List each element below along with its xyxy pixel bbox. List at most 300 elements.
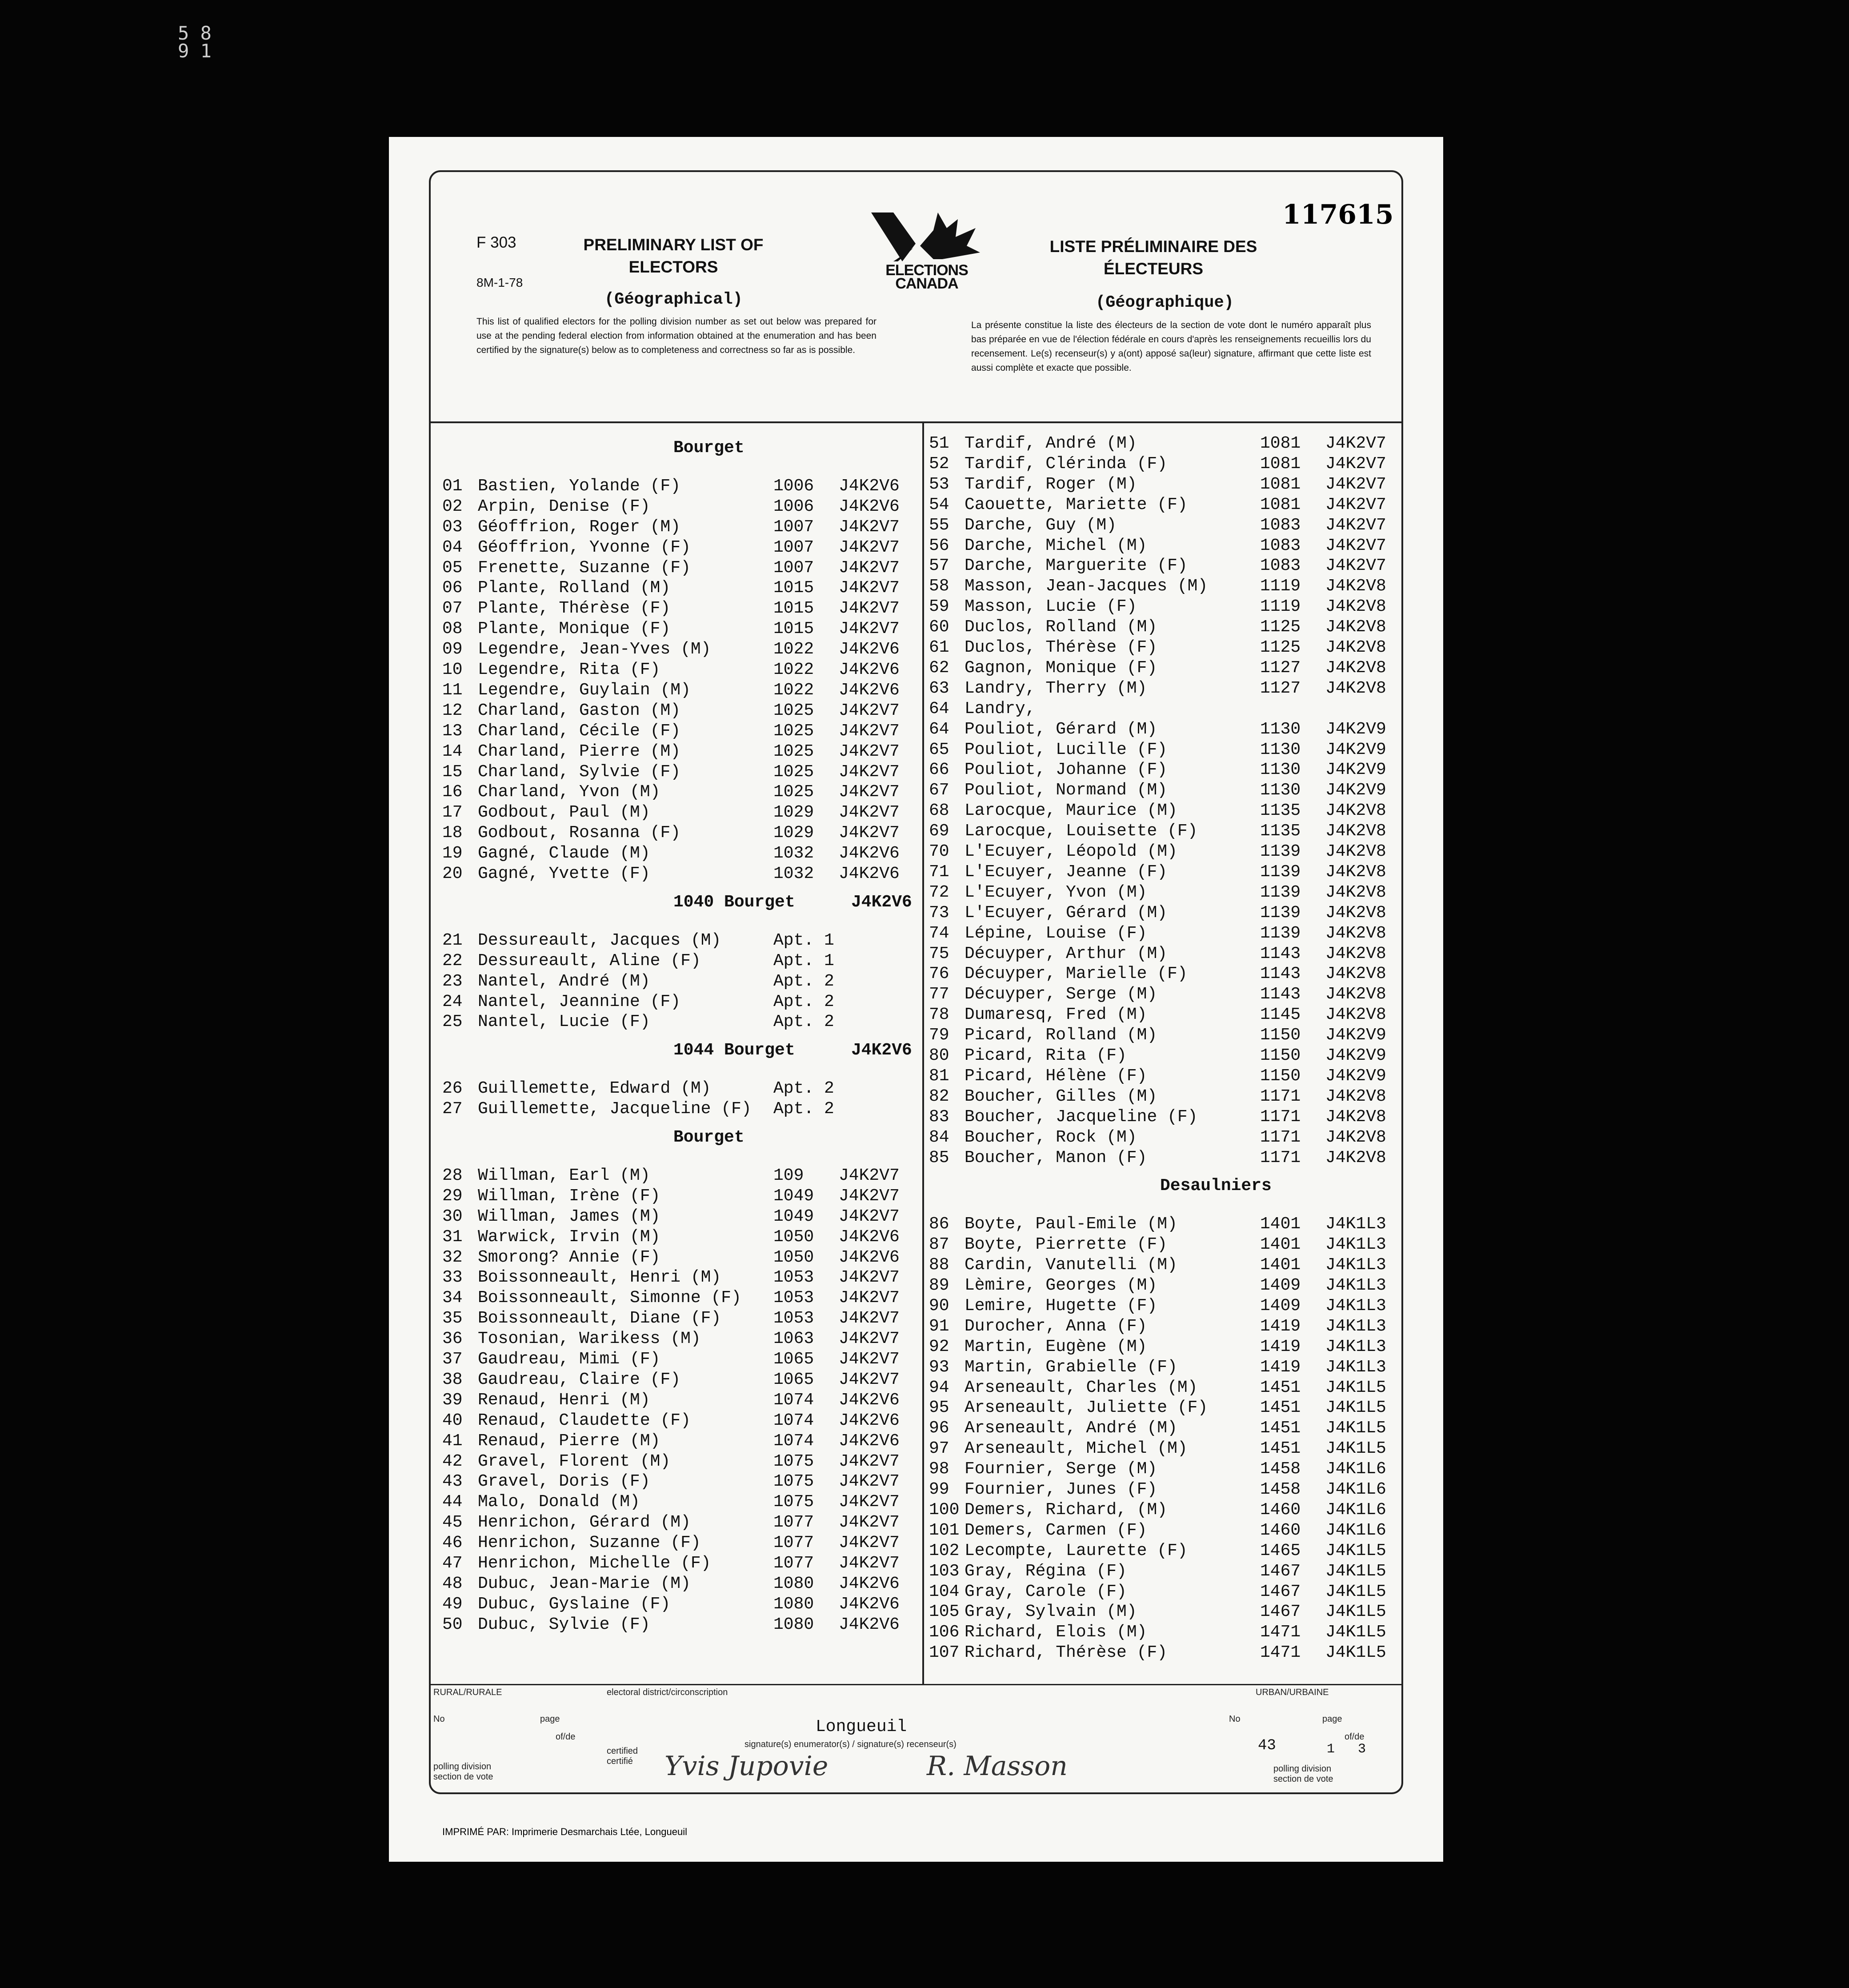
elector-number: 92 [929, 1337, 949, 1356]
elector-name: Décuyper, Arthur (M) [965, 944, 1168, 963]
civic-number: 1053 [773, 1268, 814, 1287]
elector-number: 68 [929, 801, 949, 821]
elector-number: 104 [929, 1582, 960, 1601]
civic-number: 1150 [1260, 1026, 1301, 1045]
postal-code: J4K2V7 [839, 823, 900, 843]
page-number: 1 [1327, 1742, 1335, 1757]
postal-code: J4K2V7 [839, 1370, 900, 1389]
postal-code: J4K2V9 [1325, 781, 1386, 800]
postal-code: J4K1L3 [1325, 1296, 1386, 1315]
elector-name: Décuyper, Marielle (F) [965, 964, 1188, 984]
civic-number: 1460 [1260, 1520, 1301, 1540]
postal-code: J4K2V7 [1325, 556, 1386, 576]
civic-number: 1419 [1260, 1337, 1301, 1356]
elector-number: 66 [929, 760, 949, 780]
elector-name: Legendre, Jean-Yves (M) [478, 640, 711, 659]
civic-number: 1074 [773, 1390, 814, 1410]
elector-name: Tardif, André (M) [965, 434, 1137, 453]
postal-code: J4K1L6 [1325, 1500, 1386, 1519]
civic-number: 1143 [1260, 964, 1301, 984]
civic-number: 1125 [1260, 617, 1301, 637]
postal-code: J4K2V6 [839, 1615, 900, 1634]
film-frame-mark: 5 8 9 1 [178, 22, 212, 62]
civic-number: 1050 [773, 1227, 814, 1247]
elector-number: 94 [929, 1378, 949, 1397]
postal-code: J4K2V8 [1325, 597, 1386, 617]
elector-name: Gaudreau, Mimi (F) [478, 1350, 660, 1369]
elector-name: Renaud, Claudette (F) [478, 1411, 691, 1430]
elector-number: 19 [442, 844, 463, 863]
postal-code: J4K1L3 [1325, 1235, 1386, 1255]
civic-number: 1130 [1260, 781, 1301, 800]
elector-number: 55 [929, 515, 949, 535]
elector-number: 85 [929, 1148, 949, 1167]
postal-code: J4K2V8 [1325, 801, 1386, 821]
postal-code: J4K2V7 [839, 803, 900, 822]
elector-number: 83 [929, 1107, 949, 1126]
civic-number: 1458 [1260, 1459, 1301, 1479]
elector-number: 45 [442, 1513, 463, 1532]
civic-number: 1053 [773, 1288, 814, 1308]
postal-code: J4K2V8 [1325, 862, 1386, 882]
postal-code: J4K2V7 [1325, 515, 1386, 535]
postal-code: J4K2V6 [839, 476, 900, 496]
elector-number: 25 [442, 1012, 463, 1032]
urban-of-label: of/de [1345, 1732, 1365, 1742]
elector-number: 84 [929, 1127, 949, 1147]
civic-number: 1465 [1260, 1541, 1301, 1560]
elector-number: 74 [929, 923, 949, 943]
electoral-district-label: electoral district/circonscription [607, 1687, 728, 1697]
postal-code: J4K2V7 [839, 1186, 900, 1206]
elector-number: 17 [442, 803, 463, 822]
civic-number: 1401 [1260, 1214, 1301, 1234]
street-heading: Bourget [673, 1128, 744, 1147]
postal-code: J4K2V8 [1325, 658, 1386, 677]
postal-code: J4K1L5 [1325, 1439, 1386, 1459]
civic-number: 1119 [1260, 597, 1301, 617]
elector-number: 88 [929, 1255, 949, 1275]
elector-number: 59 [929, 597, 949, 617]
street-postal-code: J4K2V6 [851, 1041, 912, 1060]
elector-number: 24 [442, 992, 463, 1011]
elector-number: 40 [442, 1411, 463, 1430]
elector-number: 98 [929, 1459, 949, 1479]
postal-code: J4K2V8 [1325, 577, 1386, 596]
form-code: F 303 [476, 234, 516, 251]
column-divider [922, 423, 924, 1684]
postal-code: J4K2V7 [1325, 474, 1386, 494]
elector-number: 62 [929, 658, 949, 677]
civic-number: 1080 [773, 1615, 814, 1634]
elector-name: Dessureault, Jacques (M) [478, 930, 721, 950]
elector-name: Larocque, Louisette (F) [965, 822, 1198, 841]
elector-name: Henrichon, Gérard (M) [478, 1513, 691, 1532]
civic-number: 1029 [773, 823, 814, 843]
elector-number: 50 [442, 1615, 463, 1634]
elector-number: 42 [442, 1451, 463, 1471]
elector-name: Caouette, Mariette (F) [965, 495, 1188, 514]
elector-name: Dessureault, Aline (F) [478, 951, 701, 970]
elector-number: 80 [929, 1046, 949, 1065]
elector-number: 70 [929, 842, 949, 861]
elector-name: Masson, Jean-Jacques (M) [965, 577, 1208, 596]
postal-code: J4K2V7 [839, 762, 900, 782]
elector-name: Warwick, Irvin (M) [478, 1227, 660, 1247]
postal-code: J4K1L3 [1325, 1337, 1386, 1356]
civic-number: 1471 [1260, 1623, 1301, 1642]
civic-number: 1029 [773, 803, 814, 822]
logo-wordmark: ELECTIONS CANADA [885, 262, 968, 292]
civic-number: 1015 [773, 599, 814, 618]
elector-number: 02 [442, 497, 463, 516]
elector-name: Richard, Elois (M) [965, 1623, 1147, 1642]
elector-number: 57 [929, 556, 949, 576]
elector-number: 81 [929, 1066, 949, 1086]
elector-number: 32 [442, 1247, 463, 1267]
civic-number: 1083 [1260, 536, 1301, 555]
postal-code: J4K1L3 [1325, 1316, 1386, 1336]
elector-number: 89 [929, 1276, 949, 1295]
elector-name: Pouliot, Normand (M) [965, 781, 1168, 800]
civic-number: Apt. 2 [773, 1079, 834, 1098]
postal-code: J4K2V7 [839, 558, 900, 577]
elector-name: Legendre, Rita (F) [478, 660, 660, 679]
civic-number: 1080 [773, 1574, 814, 1593]
civic-number: 1006 [773, 497, 814, 516]
polling-division-label-right: polling division section de vote [1273, 1764, 1333, 1784]
street-postal-code: J4K2V6 [851, 892, 912, 912]
civic-number: 1150 [1260, 1066, 1301, 1086]
postal-code: J4K2V7 [1325, 495, 1386, 514]
civic-number: 1451 [1260, 1398, 1301, 1418]
intro-french: La présente constitue la liste des électeurs de la section de vote dont le numéro apparaît plus bas préparée en vue de l'élection fédérale en cours d'après les renseignements recueillis lors du recensement. Le(s) recenseur(s) y a(ont) apposé sa(leur) signature, affirmant que cette liste est aussi complète et exacte que possible. [971, 320, 1371, 373]
elector-number: 35 [442, 1309, 463, 1328]
postal-code: J4K2V7 [1325, 434, 1386, 453]
elector-name: Bastien, Yolande (F) [478, 476, 681, 496]
elector-name: Boyte, Paul-Emile (M) [965, 1214, 1177, 1234]
postal-code: J4K1L3 [1325, 1276, 1386, 1295]
postal-code: J4K2V6 [839, 1411, 900, 1430]
postal-code: J4K2V7 [839, 1513, 900, 1532]
postal-code: J4K2V6 [839, 1574, 900, 1593]
civic-number: Apt. 2 [773, 1099, 834, 1119]
civic-number: 1467 [1260, 1582, 1301, 1601]
elector-number: 10 [442, 660, 463, 679]
postal-code: J4K2V6 [839, 640, 900, 659]
postal-code: J4K2V8 [1325, 638, 1386, 657]
elector-number: 14 [442, 741, 463, 761]
elector-number: 22 [442, 951, 463, 970]
elector-number: 18 [442, 823, 463, 843]
elector-name: Dubuc, Gyslaine (F) [478, 1594, 671, 1614]
civic-number: 1007 [773, 558, 814, 577]
civic-number: 1032 [773, 844, 814, 863]
elector-number: 12 [442, 701, 463, 720]
elector-name: Pouliot, Gérard (M) [965, 719, 1157, 739]
elector-name: Boucher, Rock (M) [965, 1127, 1137, 1147]
civic-number: 1083 [1260, 556, 1301, 576]
elector-name: Lecompte, Laurette (F) [965, 1541, 1188, 1560]
elector-name: Pouliot, Johanne (F) [965, 760, 1168, 780]
postal-code: J4K2V6 [839, 680, 900, 700]
civic-number: 1171 [1260, 1107, 1301, 1126]
elector-name: Henrichon, Suzanne (F) [478, 1533, 701, 1553]
elector-number: 43 [442, 1472, 463, 1491]
civic-number: 1063 [773, 1329, 814, 1349]
civic-number: 1119 [1260, 577, 1301, 596]
elector-name: Plante, Rolland (M) [478, 578, 671, 598]
elector-name: Duclos, Thérèse (F) [965, 638, 1157, 657]
civic-number: 1171 [1260, 1127, 1301, 1147]
elector-number: 09 [442, 640, 463, 659]
postal-code: J4K1L5 [1325, 1582, 1386, 1601]
elector-name: Dubuc, Sylvie (F) [478, 1615, 650, 1634]
elector-number: 37 [442, 1350, 463, 1369]
elector-name: Larocque, Maurice (M) [965, 801, 1177, 821]
elector-number: 105 [929, 1602, 960, 1622]
elector-number: 28 [442, 1166, 463, 1185]
elector-name: Lèmire, Georges (M) [965, 1276, 1157, 1295]
elector-name: Nantel, André (M) [478, 971, 650, 991]
civic-number: Apt. 1 [773, 951, 834, 970]
elector-number: 01 [442, 476, 463, 496]
postal-code: J4K2V7 [839, 578, 900, 598]
civic-number: Apt. 2 [773, 1012, 834, 1032]
civic-number: 1409 [1260, 1276, 1301, 1295]
elector-name: Décuyper, Serge (M) [965, 985, 1157, 1004]
elector-number: 53 [929, 474, 949, 494]
civic-number: 1022 [773, 640, 814, 659]
civic-number: 1025 [773, 762, 814, 782]
elector-name: Legendre, Guylain (M) [478, 680, 691, 700]
civic-number: 1075 [773, 1472, 814, 1491]
civic-number: 1467 [1260, 1602, 1301, 1622]
postal-code: J4K2V6 [839, 1247, 900, 1267]
civic-number: 1451 [1260, 1419, 1301, 1438]
postal-code: J4K2V7 [839, 741, 900, 761]
rural-no-label: No [433, 1714, 445, 1724]
civic-number: 1083 [1260, 515, 1301, 535]
rural-of-label: of/de [556, 1732, 576, 1742]
elector-name: L'Ecuyer, Jeanne (F) [965, 862, 1168, 882]
elector-name: Boissonneault, Diane (F) [478, 1309, 721, 1328]
civic-number: 1419 [1260, 1357, 1301, 1377]
polling-division-label-left: polling division section de vote [433, 1762, 493, 1782]
civic-number: 1139 [1260, 903, 1301, 922]
elector-name: Picard, Rita (F) [965, 1046, 1127, 1065]
header-divider [429, 421, 1403, 423]
elector-number: 52 [929, 454, 949, 473]
elector-name: Guillemette, Edward (M) [478, 1079, 711, 1098]
elector-number: 06 [442, 578, 463, 598]
civic-number: 1135 [1260, 822, 1301, 841]
subtitle-english: (Géographical) [604, 290, 743, 309]
elector-number: 76 [929, 964, 949, 984]
elector-name: Arseneault, Juliette (F) [965, 1398, 1208, 1418]
elector-number: 54 [929, 495, 949, 514]
civic-number: 1127 [1260, 678, 1301, 698]
postal-code: J4K2V8 [1325, 822, 1386, 841]
elector-name: L'Ecuyer, Gérard (M) [965, 903, 1168, 922]
civic-number: 1143 [1260, 985, 1301, 1004]
elector-name: Cardin, Vanutelli (M) [965, 1255, 1177, 1275]
civic-number: Apt. 2 [773, 971, 834, 991]
elector-number: 38 [442, 1370, 463, 1389]
postal-code: J4K1L6 [1325, 1520, 1386, 1540]
postal-code: J4K1L5 [1325, 1561, 1386, 1581]
postal-code: J4K2V8 [1325, 1127, 1386, 1147]
elector-name: Tosonian, Warikess (M) [478, 1329, 701, 1349]
elector-number: 65 [929, 740, 949, 759]
elector-number: 20 [442, 864, 463, 883]
civic-number: 1007 [773, 537, 814, 557]
subtitle-french: (Géographique) [1096, 293, 1234, 312]
elector-name: L'Ecuyer, Léopold (M) [965, 842, 1177, 861]
civic-number: 1401 [1260, 1255, 1301, 1275]
civic-number: 1075 [773, 1451, 814, 1471]
elector-name: Tardif, Clérinda (F) [965, 454, 1168, 473]
civic-number: 1025 [773, 741, 814, 761]
elector-number: 49 [442, 1594, 463, 1614]
elector-number: 95 [929, 1398, 949, 1418]
elector-number: 102 [929, 1541, 960, 1560]
elector-number: 29 [442, 1186, 463, 1206]
elector-name: Plante, Thérèse (F) [478, 599, 671, 618]
postal-code: J4K2V7 [839, 1206, 900, 1226]
elector-name: Charland, Cécile (F) [478, 721, 681, 741]
elector-number: 27 [442, 1099, 463, 1119]
elector-number: 16 [442, 782, 463, 802]
elector-number: 47 [442, 1554, 463, 1573]
civic-number: 1022 [773, 660, 814, 679]
elector-name: Boucher, Gilles (M) [965, 1086, 1157, 1106]
elector-number: 64 [929, 699, 949, 718]
elector-number: 103 [929, 1561, 960, 1581]
elector-name: Tardif, Roger (M) [965, 474, 1137, 494]
elector-name: Gagnon, Monique (F) [965, 658, 1157, 677]
elector-number: 08 [442, 619, 463, 639]
civic-number: 1409 [1260, 1296, 1301, 1315]
civic-number: 1150 [1260, 1046, 1301, 1065]
civic-number: 1130 [1260, 740, 1301, 759]
postal-code: J4K2V7 [839, 1451, 900, 1471]
elector-number: 63 [929, 678, 949, 698]
elector-name: Picard, Hélène (F) [965, 1066, 1147, 1086]
elector-name: Landry, [965, 699, 1036, 718]
elector-name: Frenette, Suzanne (F) [478, 558, 691, 577]
civic-number: 1401 [1260, 1235, 1301, 1255]
elector-number: 90 [929, 1296, 949, 1315]
elector-name: Darche, Marguerite (F) [965, 556, 1188, 576]
elector-name: Arseneault, André (M) [965, 1419, 1177, 1438]
certified-label: certified certifié [607, 1746, 638, 1766]
district-name: Longueuil [816, 1717, 907, 1736]
postal-code: J4K1L5 [1325, 1398, 1386, 1418]
postal-code: J4K1L5 [1325, 1623, 1386, 1642]
civic-number: 1127 [1260, 658, 1301, 677]
civic-number: Apt. 2 [773, 992, 834, 1011]
elector-name: Demers, Richard, (M) [965, 1500, 1168, 1519]
civic-number: 1022 [773, 680, 814, 700]
civic-number: 1080 [773, 1594, 814, 1614]
elector-name: Pouliot, Lucille (F) [965, 740, 1168, 759]
civic-number: 1458 [1260, 1480, 1301, 1499]
postal-code: J4K2V6 [839, 1390, 900, 1410]
street-heading: Bourget [673, 438, 744, 457]
civic-number: 1015 [773, 578, 814, 598]
elector-number: 04 [442, 537, 463, 557]
elector-number: 05 [442, 558, 463, 577]
elector-number: 64 [929, 719, 949, 739]
postal-code: J4K1L5 [1325, 1602, 1386, 1622]
elector-number: 07 [442, 599, 463, 618]
elector-name: Gagné, Yvette (F) [478, 864, 650, 883]
elector-name: Lemire, Hugette (F) [965, 1296, 1157, 1315]
civic-number: 1025 [773, 721, 814, 741]
elector-number: 31 [442, 1227, 463, 1247]
postal-code: J4K2V7 [839, 537, 900, 557]
urban-no-label: No [1229, 1714, 1241, 1724]
elector-name: Boissonneault, Simonne (F) [478, 1288, 741, 1308]
elector-name: Willman, Irène (F) [478, 1186, 660, 1206]
postal-code: J4K1L3 [1325, 1214, 1386, 1234]
postal-code: J4K2V6 [839, 497, 900, 516]
civic-number: 1025 [773, 782, 814, 802]
postal-code: J4K2V7 [839, 1329, 900, 1349]
civic-number: Apt. 1 [773, 930, 834, 950]
postal-code: J4K2V7 [839, 1554, 900, 1573]
elector-number: 93 [929, 1357, 949, 1377]
elector-name: Demers, Carmen (F) [965, 1520, 1147, 1540]
civic-number: 1125 [1260, 638, 1301, 657]
civic-number: 1015 [773, 619, 814, 639]
elector-number: 73 [929, 903, 949, 922]
elector-number: 77 [929, 985, 949, 1004]
postal-code: J4K2V8 [1325, 964, 1386, 984]
postal-code: J4K2V8 [1325, 1107, 1386, 1126]
postal-code: J4K2V8 [1325, 985, 1386, 1004]
civic-number: 1049 [773, 1206, 814, 1226]
elector-number: 97 [929, 1439, 949, 1459]
postal-code: J4K1L3 [1325, 1255, 1386, 1275]
elector-name: Darche, Guy (M) [965, 515, 1117, 535]
civic-number: 1451 [1260, 1439, 1301, 1459]
civic-number: 1451 [1260, 1378, 1301, 1397]
title-french: LISTE PRÉLIMINAIRE DES ÉLECTEURS [1049, 237, 1257, 278]
elector-name: Gravel, Doris (F) [478, 1472, 650, 1491]
elector-number: 99 [929, 1480, 949, 1499]
elector-number: 30 [442, 1206, 463, 1226]
elector-name: Martin, Grabielle (F) [965, 1357, 1177, 1377]
civic-number: 1471 [1260, 1643, 1301, 1663]
elector-number: 72 [929, 882, 949, 902]
postal-code: J4K2V8 [1325, 842, 1386, 861]
postal-code: J4K2V6 [839, 1227, 900, 1247]
elector-number: 61 [929, 638, 949, 657]
postal-code: J4K2V8 [1325, 678, 1386, 698]
elector-name: Fournier, Serge (M) [965, 1459, 1157, 1479]
elector-number: 79 [929, 1026, 949, 1045]
postal-code: J4K2V7 [839, 782, 900, 802]
elector-name: Picard, Rolland (M) [965, 1026, 1157, 1045]
elector-number: 23 [442, 971, 463, 991]
elector-name: Charland, Sylvie (F) [478, 762, 681, 782]
elector-number: 36 [442, 1329, 463, 1349]
page-total: 3 [1358, 1742, 1366, 1757]
civic-number: 1130 [1260, 760, 1301, 780]
elector-name: Martin, Eugène (M) [965, 1337, 1147, 1356]
